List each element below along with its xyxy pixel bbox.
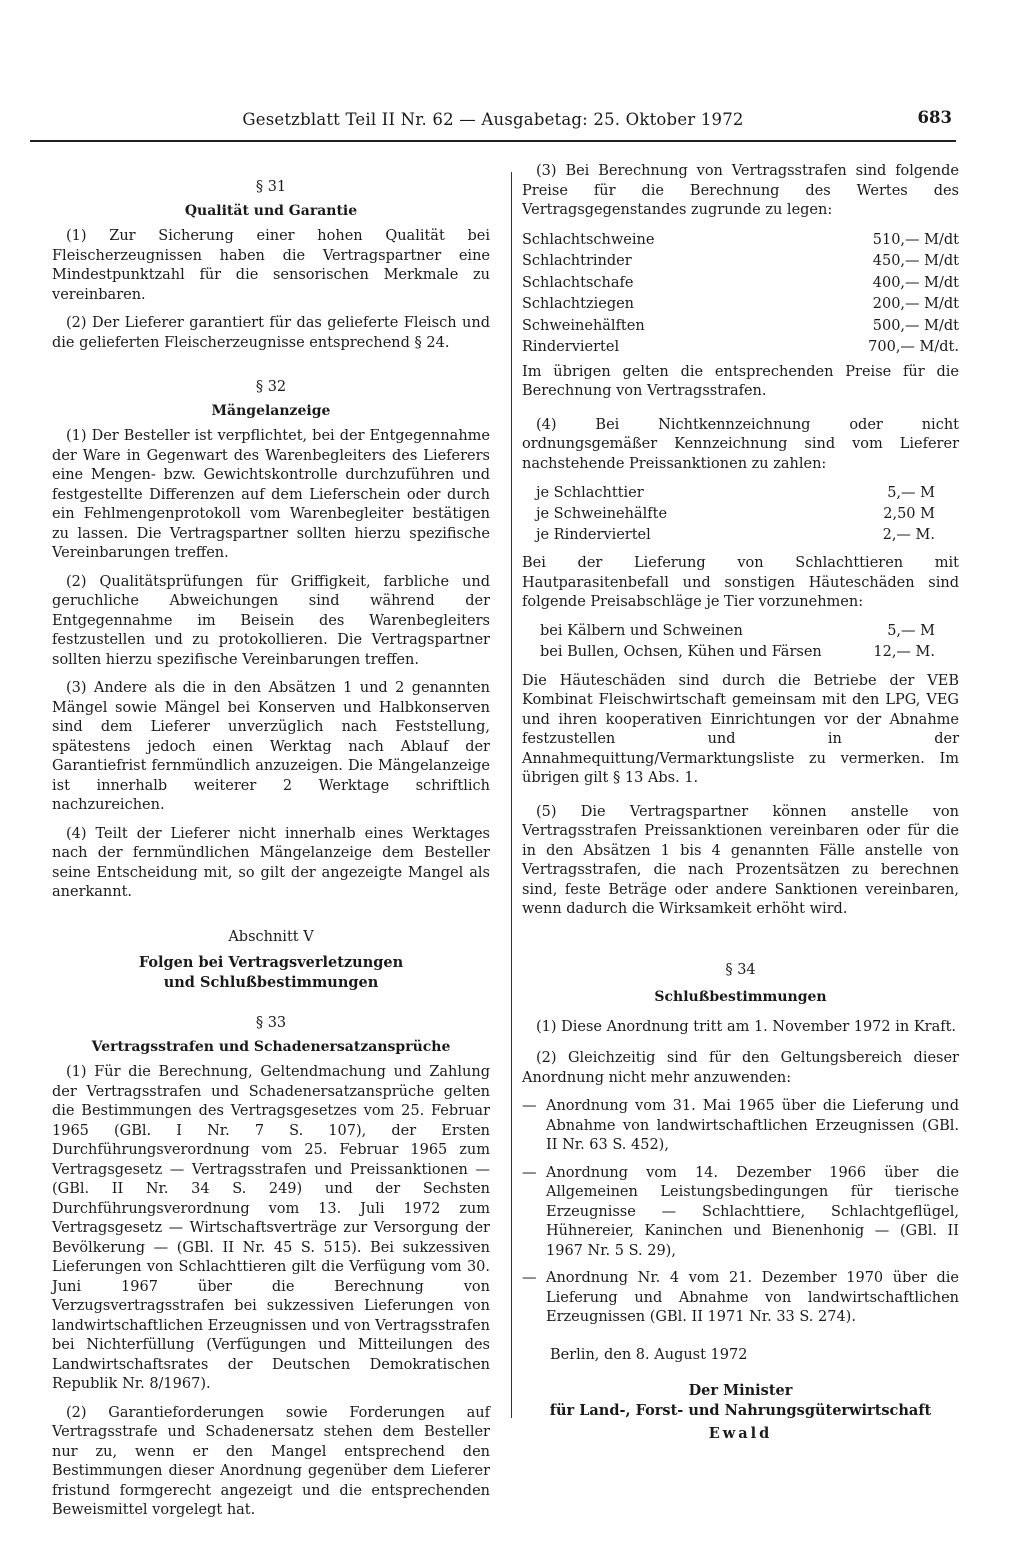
repealed-item-text: Anordnung Nr. 4 vom 21. Dezember 1970 über die Lieferung und Abnahme von landwirtschaftlichen Erzeugnissen (GBl. II 1971 Nr. 33 S. 274). — [546, 1270, 959, 1325]
section-33-paragraph-3-outro: Im übrigen gelten die entsprechenden Preise für die Berechnung von Vertragsstrafen. — [522, 363, 959, 399]
price-value: 700,— M/dt. — [868, 339, 959, 355]
section-33-number: § 33 — [255, 1015, 287, 1031]
section-33-paragraph-3-intro: (3) Bei Berechnung von Vertragsstrafen sind folgende Preise für die Berechnung des Wertes des Vertragsgegenstandes zugrunde zu legen: — [522, 163, 959, 218]
section-31-title: Qualität und Garantie — [184, 202, 358, 219]
abschnitt-label: Abschnitt V — [228, 928, 314, 945]
section-31-number: § 31 — [255, 179, 287, 195]
price-value: 500,— M/dt — [872, 317, 959, 334]
section-33-paragraph-1: (1) Für die Berechnung, Geltendmachung und Zahlung der Vertragsstrafen und Schadenersatzansprüche gelten die Bestimmungen des Vertragsgesetzes vom 25. Februar 1965 (GBl. I Nr. 7 S. 107), der Ersten Durchführungsverordnung vom 25. Februar 1965 zum Vertragsgesetz — Vertragsstrafen und Preissanktionen — (GBl. II Nr. 34 S. 249) und der Sechsten Durchführungsverordnung vom 13. Juli 1972 zum Vertragsgesetz — Wirtschaftsverträge zur Versorgung der Bevölkerung — (GBl. II Nr. 45 S. 515). Bei sukzessiven Lieferungen von Schlachttieren gilt die Verfügung vom 30. Juni 1967 über die Berechnung von Verzugsvertragsstrafen bei sukzessiven Lieferungen von landwirtschaftlichen Erzeugnissen und von Vertragsstrafen bei Nichterfüllung (Verfügungen und Mitteilungen des Landwirtschaftsrates der Deutschen Demokratischen Republik Nr. 8/1967). — [52, 1064, 490, 1392]
price-row — [522, 273, 959, 295]
section-33-title: Vertragsstrafen und Schadenersatzansprüche — [91, 1038, 451, 1055]
list-dash: — — [522, 1098, 537, 1114]
section-34-paragraph-2: (2) Gleichzeitig sind für den Geltungsbereich dieser Anordnung nicht mehr anzuwenden: — [522, 1050, 959, 1086]
right-column — [522, 162, 959, 1444]
price-row — [522, 337, 959, 359]
section-34-number: § 34 — [725, 961, 756, 978]
sanction-item: je Schweinehälfte — [536, 505, 668, 522]
price-item: Schweinehälften — [522, 317, 645, 334]
price-row — [522, 251, 959, 273]
section-32-title: Mängelanzeige — [211, 402, 331, 419]
repealed-item — [522, 1097, 959, 1156]
sanction-row — [522, 525, 959, 546]
page-number: 683 — [917, 108, 952, 127]
left-column — [52, 172, 490, 1530]
deduction-value: 5,— M — [887, 623, 935, 640]
section-32-paragraph-1: (1) Der Besteller ist verpflichtet, bei der Entgegennahme der Ware in Gegenwart des Warenbegleiters des Lieferers eine Mengen- bzw. Gewichtskontrolle durchzuführen und festgestellte Differenzen auf dem Lieferschein oder durch ein Fehlmengenprotokoll vom Warenbegleiter bestätigen zu lassen. Die Vertragspartner sollten hierzu spezifische Vereinbarungen treffen. — [52, 428, 490, 561]
section-33-paragraph-5: (5) Die Vertragspartner können anstelle von Vertragsstrafen Preissanktionen vereinbaren oder für die in den Absätzen 1 bis 4 genannten Fälle anstelle von Vertragsstrafen, die nach Prozentsätzen zu berechnen sind, feste Beträge oder andere Sanktionen vereinbaren, wenn dadurch die Wirksamkeit erhöht wird. — [522, 803, 959, 917]
price-row — [522, 294, 959, 316]
sanction-row — [522, 504, 959, 525]
sanction-value: 5,— M — [887, 484, 935, 501]
section-33-paragraph-2: (2) Garantieforderungen sowie Forderungen auf Vertragsstrafe und Schadenersatz stehen dem Besteller nur zu, wenn er den Mangel entsprechend den Bestimmungen dieser Anordnung gegenüber dem Lieferer fristund formgerecht angezeigt und die entsprechenden Beweismittel vorgelegt hat. — [52, 1404, 490, 1518]
deduction-row — [522, 622, 959, 643]
section-32-paragraph-3: (3) Andere als die in den Absätzen 1 und 2 genannten Mängel sowie Mängel bei Konserven und Halbkonserven sind dem Lieferer unverzüglich nach Feststellung, spätestens jedoch einen Werktag nach Ablauf der Garantiefrist fernmündlich anzuzeigen. Die Mängelanzeige ist innerhalb weiterer 2 Werktage schriftlich nachzureichen. — [52, 680, 490, 813]
price-row — [522, 316, 959, 338]
section-32-number: § 32 — [255, 379, 287, 395]
repealed-item-text: Anordnung vom 14. Dezember 1966 über die Allgemeinen Leistungsbedingungen für tierische Erzeugnisse — Schlachttiere, Schlachtgeflügel, Hühnereier, Kaninchen und Bienenhonig — (GBl. II 1967 Nr. 5 S. 29), — [546, 1164, 959, 1259]
repealed-item — [522, 1269, 959, 1328]
price-item: Rinderviertel — [522, 339, 620, 355]
repealed-item — [522, 1164, 959, 1262]
deduction-value: 12,— M. — [873, 644, 935, 661]
section-32-paragraph-4: (4) Teilt der Lieferer nicht innerhalb eines Werktages nach der fernmündlichen Mängelanzeige dem Besteller seine Entscheidung mit, so gilt der angezeigte Mangel als anerkannt. — [52, 825, 490, 900]
section-31-paragraph-1: (1) Zur Sicherung einer hohen Qualität bei Fleischerzeugnissen haben die Vertragspartner eine Mindestpunktzahl für die sensorischen Merkmale zu vereinbaren. — [52, 228, 490, 303]
price-row — [522, 230, 959, 252]
price-value: 510,— M/dt — [872, 231, 959, 248]
price-item: Schlachtschweine — [522, 231, 655, 248]
deduction-table — [522, 622, 959, 664]
sanction-row — [522, 483, 959, 504]
section-34-paragraph-1: (1) Diese Anordnung tritt am 1. November 1972 in Kraft. — [536, 1018, 957, 1035]
sanction-item: je Schlachttier — [536, 484, 644, 501]
deduction-row — [522, 643, 959, 664]
deduction-item: bei Bullen, Ochsen, Kühen und Färsen — [540, 644, 822, 661]
abschnitt-title-line-1: Folgen bei Vertragsverletzungen — [138, 954, 404, 971]
price-value: 200,— M/dt — [872, 296, 959, 312]
price-table — [522, 230, 959, 359]
sanction-table — [522, 483, 959, 546]
signer-title: Der Minister — [688, 1382, 793, 1399]
abschnitt-title-line-2: und Schlußbestimmungen — [163, 973, 379, 991]
price-item: Schlachtrinder — [522, 253, 632, 269]
price-item: Schlachtziegen — [522, 296, 635, 312]
signer-ministry: für Land-, Forst- und Nahrungsgüterwirtschaft — [549, 1401, 932, 1419]
column-divider — [511, 172, 512, 1418]
signer-name: Ewald — [708, 1425, 773, 1442]
price-item: Schlachtschafe — [522, 274, 634, 291]
section-34-title: Schlußbestimmungen — [654, 989, 827, 1005]
page-header — [30, 106, 956, 142]
place-date: Berlin, den 8. August 1972 — [550, 1346, 748, 1363]
list-dash: — — [522, 1270, 537, 1286]
sanction-item: je Rinderviertel — [536, 526, 651, 543]
section-31-paragraph-2: (2) Der Lieferer garantiert für das gelieferte Fleisch und die gelieferten Fleischerzeugnisse entsprechend § 24. — [52, 315, 490, 351]
section-33-paragraph-4-intro: (4) Bei Nichtkennzeichnung oder nicht ordnungsgemäßer Kennzeichnung sind vom Lieferer nachstehende Preissanktionen zu zahlen: — [522, 416, 959, 472]
header-title: Gesetzblatt Teil II Nr. 62 — Ausgabetag: 25. Oktober 1972 — [242, 110, 744, 129]
section-33-paragraph-4-mid: Bei der Lieferung von Schlachttieren mit Hautparasitenbefall und sonstigen Häuteschäden sind folgende Preisabschläge je Tier vorzunehmen: — [522, 555, 959, 610]
price-value: 400,— M/dt — [872, 274, 959, 291]
sanction-value: 2,— M. — [882, 526, 935, 543]
deduction-item: bei Kälbern und Schweinen — [540, 623, 743, 640]
sanction-value: 2,50 M — [883, 505, 935, 522]
section-32-paragraph-2: (2) Qualitätsprüfungen für Griffigkeit, farbliche und geruchliche Abweichungen sind während der Entgegennahme im Beisein des Warenbegleiters festzustellen und zu protokollieren. Die Vertragspartner sollten hierzu spezifische Vereinbarungen treffen. — [52, 573, 490, 668]
section-33-paragraph-4-outro: Die Häuteschäden sind durch die Betriebe der VEB Kombinat Fleischwirtschaft gemeinsam mit den LPG, VEG und ihren kooperativen Einrichtungen vor der Abnahme festzustellen und in der Annahmequittung/Vermarktungsliste zu vermerken. Im übrigen gilt § 13 Abs. 1. — [522, 672, 959, 786]
price-value: 450,— M/dt — [872, 253, 959, 269]
list-dash: — — [522, 1164, 537, 1181]
repealed-item-text: Anordnung vom 31. Mai 1965 über die Lieferung und Abnahme von landwirtschaftlichen Erzeugnissen (GBl. II Nr. 63 S. 452), — [546, 1098, 959, 1153]
